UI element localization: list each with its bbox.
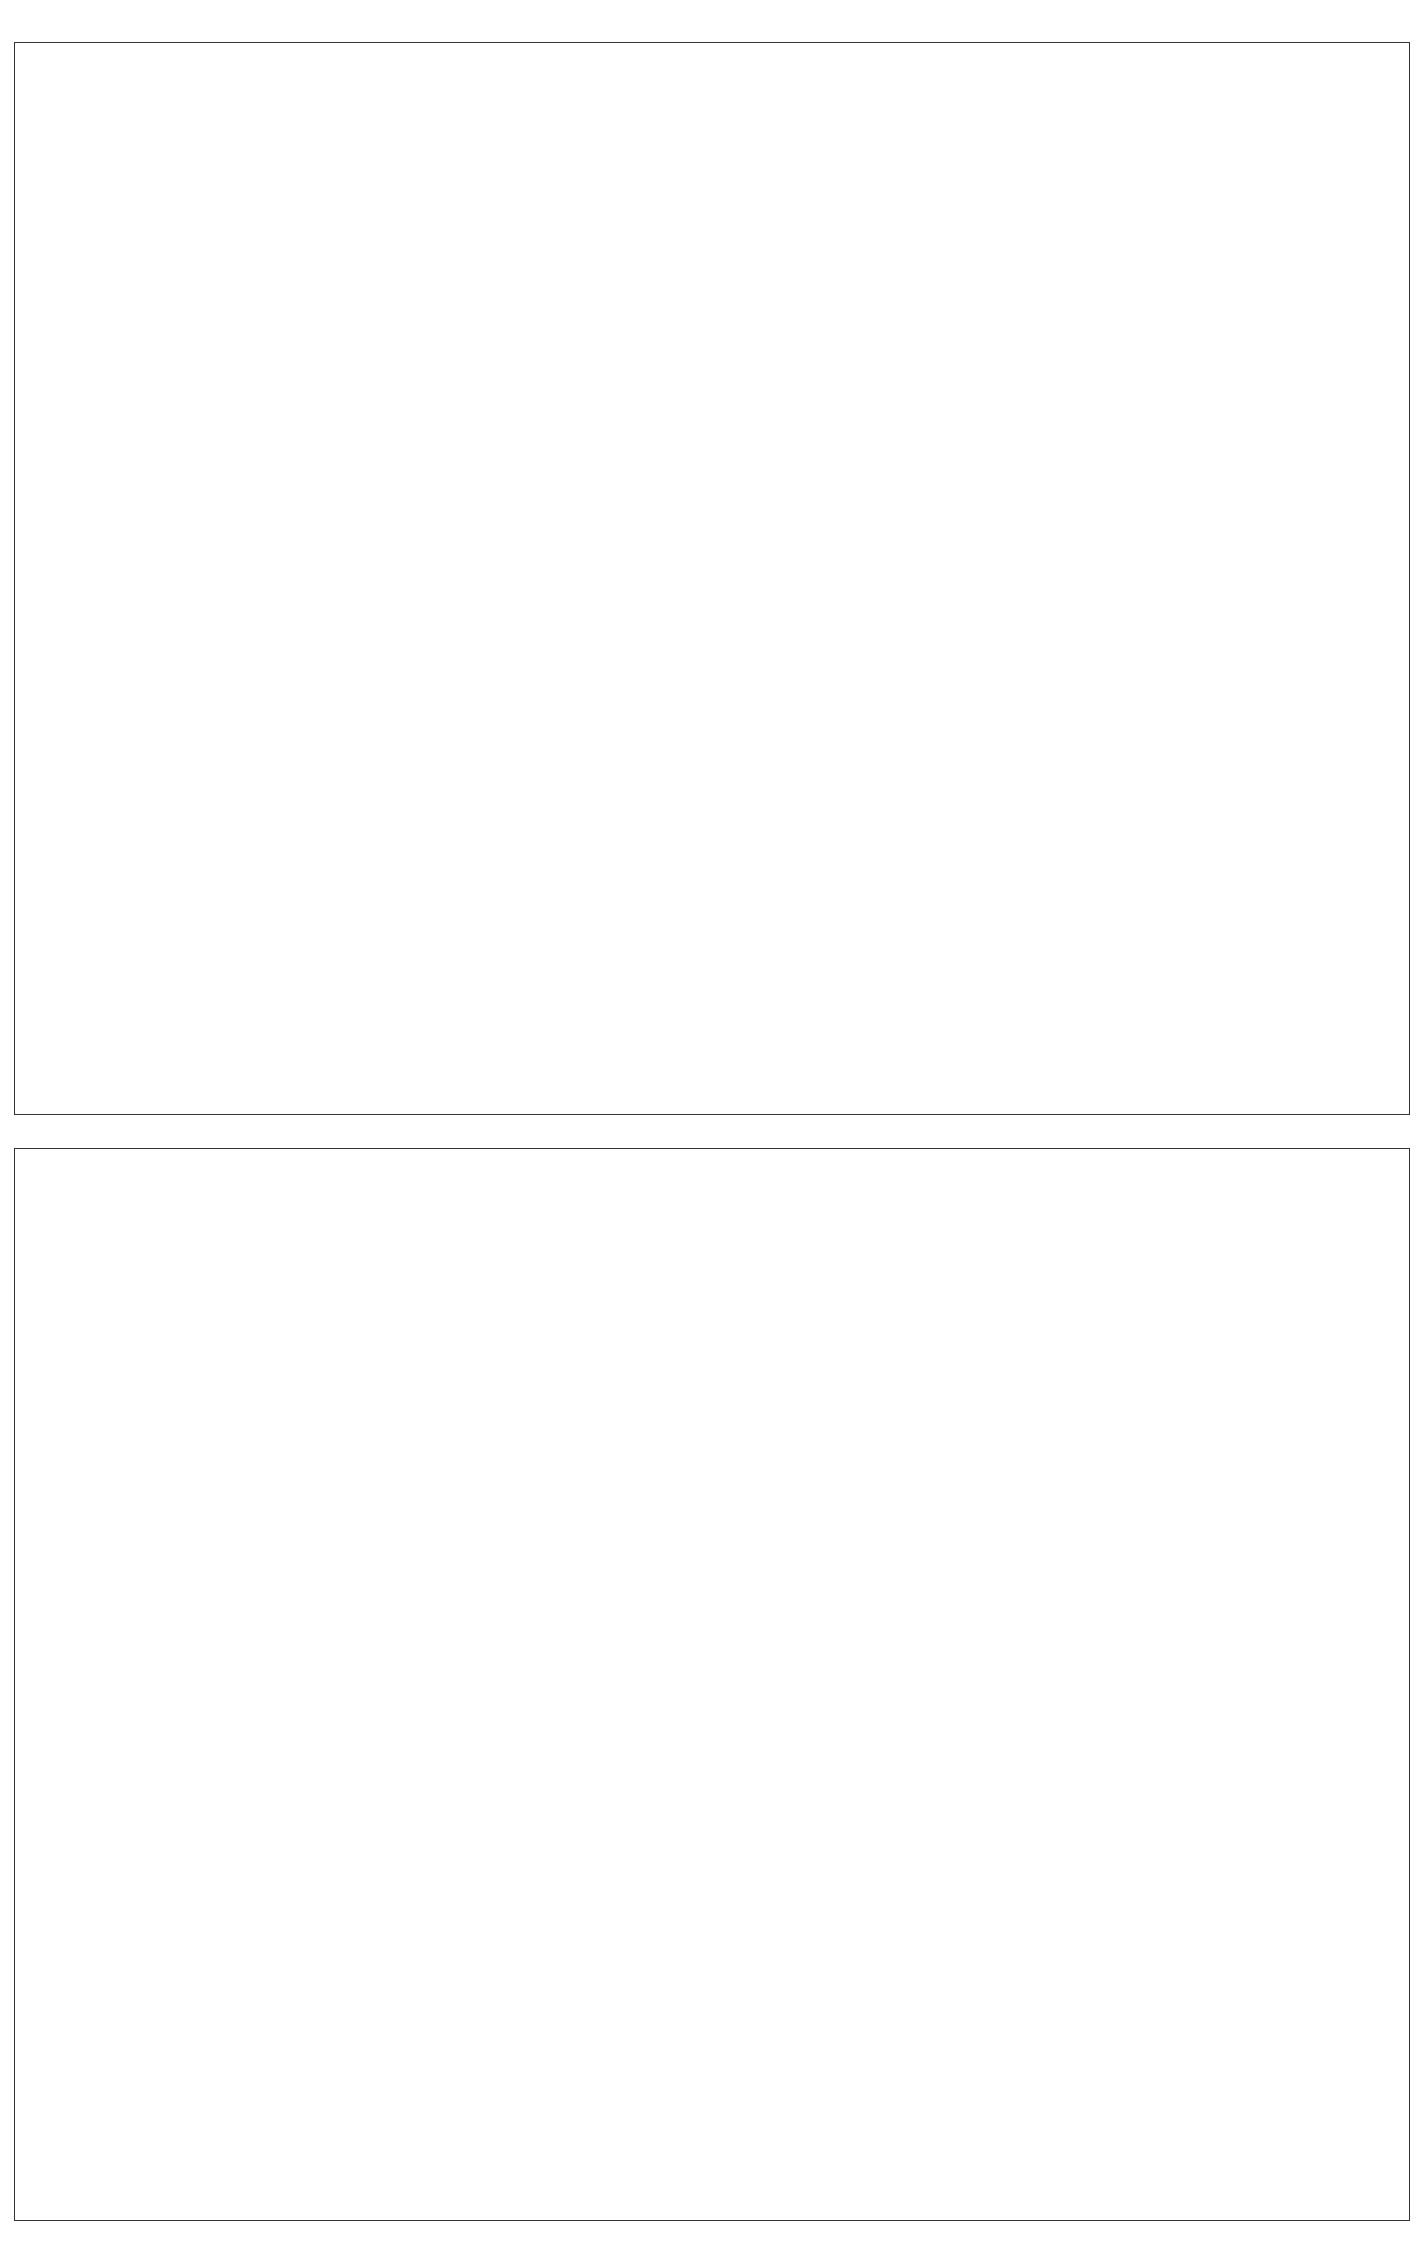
- conjugate-footprints-panel: [14, 1148, 1410, 2221]
- down-footprints-map: [15, 43, 1410, 1115]
- down-footprints-panel: [14, 42, 1410, 1115]
- conjugate-footprints-map: [15, 1149, 1410, 2221]
